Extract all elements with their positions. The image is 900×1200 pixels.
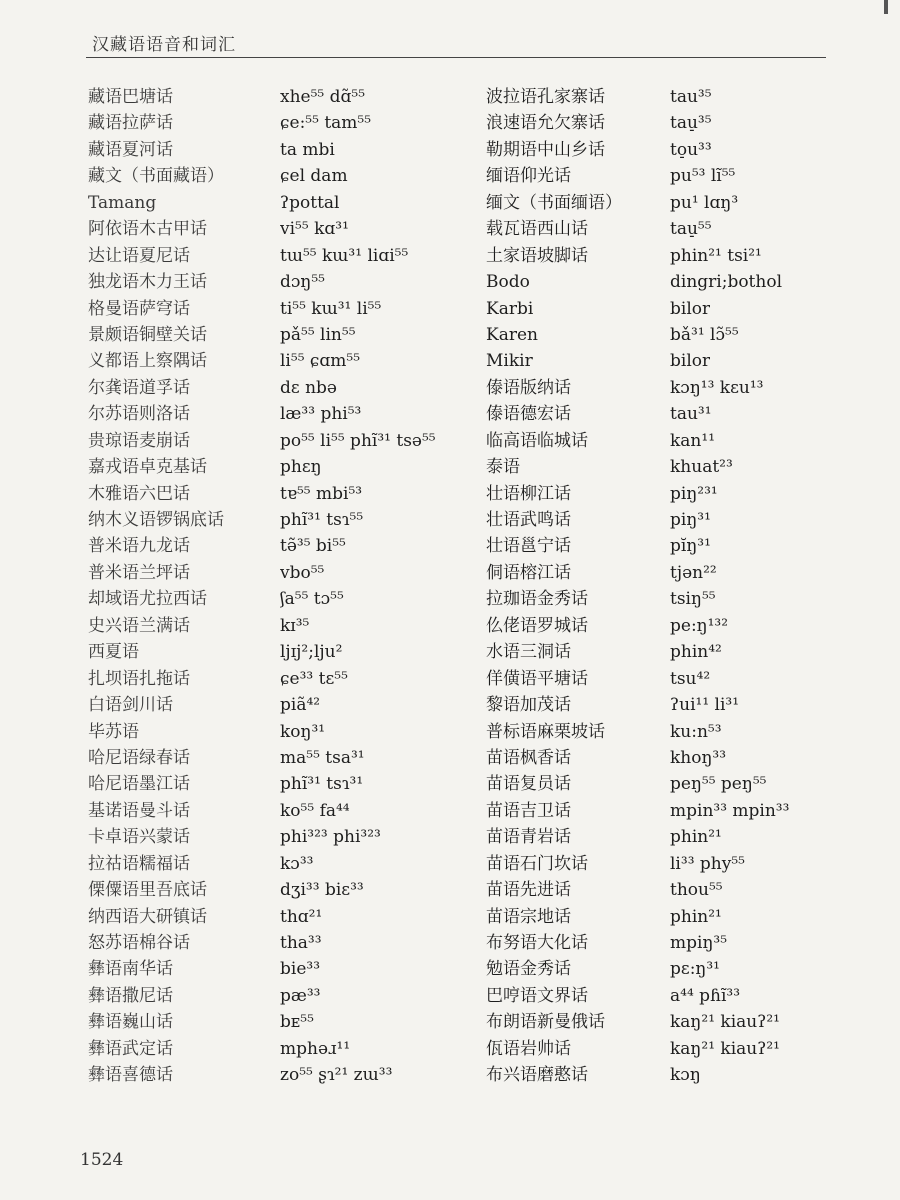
word-form: dingri;bothol	[670, 272, 783, 293]
language-name: 卡卓语兴蒙话	[88, 827, 190, 848]
entry-row	[486, 481, 866, 507]
language-name: 格曼语萨穹话	[88, 298, 190, 319]
word-form: pe:ŋ¹³²	[670, 615, 729, 636]
language-name: 壮语柳江话	[486, 483, 571, 504]
word-form: kɪ³⁵	[280, 615, 310, 636]
language-name: 彝语巍山话	[88, 1012, 173, 1033]
entry-row	[88, 454, 468, 480]
word-form: ljɪj²;lju²	[280, 642, 343, 663]
entry-row	[88, 560, 468, 586]
language-name: 浪速语允欠寨话	[486, 113, 605, 134]
language-name: 却域语尤拉西话	[88, 589, 207, 610]
word-form: pu⁵³ lĩ⁵⁵	[670, 166, 736, 187]
word-form: phin²¹ tsi²¹	[670, 245, 762, 266]
language-name: 傈僳语里吾底话	[88, 880, 207, 901]
language-name: 苗语枫香话	[486, 747, 571, 768]
language-name: 纳木义语锣锅底话	[88, 510, 224, 530]
language-name: 尔龚语道孚话	[88, 377, 190, 398]
language-name: 壮语武鸣话	[486, 510, 571, 530]
language-name: 土家语坡脚话	[486, 245, 588, 266]
entry-row	[486, 771, 866, 797]
entry-row	[88, 692, 468, 718]
language-name: 义都语上察隅话	[88, 351, 207, 372]
word-form: kaŋ²¹ kiauʔ²¹	[670, 1038, 780, 1059]
entry-row	[486, 613, 866, 639]
language-name: 缅文（书面缅语）	[486, 192, 622, 213]
language-name: 扎坝语扎拖话	[88, 668, 190, 689]
language-name: 普米语兰坪话	[88, 562, 190, 583]
entry-row	[88, 613, 468, 639]
entry-row	[486, 428, 866, 454]
word-form: tha³³	[280, 933, 322, 953]
word-form: peŋ⁵⁵ peŋ⁵⁵	[670, 774, 767, 795]
entry-row	[486, 137, 866, 163]
language-name: 白语剑川话	[88, 695, 173, 716]
word-form: koŋ³¹	[280, 721, 326, 742]
entry-row	[486, 798, 866, 824]
entry-row	[486, 692, 866, 718]
language-name: 布朗语新曼俄话	[486, 1012, 605, 1033]
entry-row	[486, 586, 866, 612]
language-name: 苗语青岩话	[486, 827, 571, 848]
word-form: bǎ³¹ lɔ̃⁵⁵	[670, 324, 739, 345]
language-name: 纳西语大研镇话	[88, 906, 207, 927]
entry-row	[88, 666, 468, 692]
word-form: kɔŋ	[670, 1065, 701, 1086]
entry-row	[486, 296, 866, 322]
language-name: 哈尼语绿春话	[88, 747, 190, 768]
word-form: tsiŋ⁵⁵	[670, 589, 716, 610]
word-form: kaŋ²¹ kiauʔ²¹	[670, 1012, 780, 1033]
entry-row	[486, 877, 866, 903]
language-name: 彝语南华话	[88, 959, 173, 980]
language-name: 藏文（书面藏语）	[88, 166, 224, 187]
word-form: tsu⁴²	[670, 668, 711, 689]
entry-row	[88, 1062, 468, 1088]
word-form: to̠u³³	[670, 139, 712, 160]
word-form: po⁵⁵ li⁵⁵ phĩ³¹ tsə⁵⁵	[280, 430, 436, 451]
word-form: tau³¹	[670, 404, 712, 425]
right-column	[486, 84, 866, 1089]
entry-row	[88, 904, 468, 930]
word-form: ma⁵⁵ tsa³¹	[280, 747, 365, 768]
language-name: 毕苏语	[88, 721, 139, 742]
entry-row	[486, 243, 866, 269]
word-form: piŋ³¹	[670, 510, 711, 530]
entry-row	[88, 533, 468, 559]
running-header: 汉藏语语音和词汇	[92, 35, 236, 55]
entry-row	[486, 719, 866, 745]
word-form: bilor	[670, 351, 711, 372]
entry-row	[88, 481, 468, 507]
entry-row	[486, 454, 866, 480]
entry-row	[88, 401, 468, 427]
language-name: 拉祜语糯福话	[88, 853, 190, 874]
entry-row	[88, 375, 468, 401]
language-name: 苗语先进话	[486, 880, 571, 901]
entry-row	[486, 560, 866, 586]
language-name: Karbi	[486, 298, 534, 319]
entry-row	[88, 639, 468, 665]
word-form: mpiŋ³⁵	[670, 933, 728, 953]
language-name: 傣语版纳话	[486, 377, 571, 398]
header-rule	[86, 57, 826, 58]
entry-row	[486, 1009, 866, 1035]
word-form: vi⁵⁵ kɑ³¹	[280, 219, 349, 240]
entry-row	[88, 798, 468, 824]
language-name: 苗语复员话	[486, 774, 571, 795]
word-form: phin²¹	[670, 827, 722, 848]
word-form: tɯ⁵⁵ kɯ³¹ liɑi⁵⁵	[280, 245, 409, 266]
word-form: kɔ³³	[280, 853, 314, 874]
word-form: læ³³ phi⁵³	[280, 404, 362, 425]
word-form: pǎ⁵⁵ lin⁵⁵	[280, 324, 356, 345]
language-name: 水语三洞话	[486, 642, 571, 663]
word-form: li⁵⁵ ɕɑm⁵⁵	[280, 351, 361, 372]
entry-row	[486, 666, 866, 692]
word-form: phĩ³¹ tsɿ⁵⁵	[280, 510, 364, 530]
language-name: 佤语岩帅话	[486, 1038, 571, 1059]
entry-row	[486, 956, 866, 982]
page-edge-mark	[884, 0, 888, 14]
word-form: piã⁴²	[280, 695, 321, 716]
language-name: 藏语夏河话	[88, 139, 173, 160]
left-column	[88, 84, 468, 1089]
word-form: dɔŋ⁵⁵	[280, 272, 325, 293]
word-form: ʃa⁵⁵ tɔ⁵⁵	[280, 589, 344, 610]
word-form: thɑ²¹	[280, 906, 323, 927]
word-form: ku:n⁵³	[670, 721, 722, 742]
word-form: piŋ²³¹	[670, 483, 718, 504]
entry-row	[486, 348, 866, 374]
word-form: phĩ³¹ tsɿ³¹	[280, 774, 364, 795]
word-form: vbo⁵⁵	[280, 562, 325, 583]
language-name: 景颇语铜壁关话	[88, 324, 207, 345]
word-form: ɕel dam	[280, 166, 348, 187]
word-form: ta mbi	[280, 139, 335, 160]
entry-row	[88, 428, 468, 454]
language-name: 布努语大化话	[486, 933, 588, 953]
entry-row	[88, 163, 468, 189]
language-name: 泰语	[486, 457, 520, 478]
entry-row	[88, 824, 468, 850]
entry-row	[486, 375, 866, 401]
word-form: phi³²³ phi³²³	[280, 827, 381, 848]
entry-row	[88, 269, 468, 295]
language-name: 木雅语六巴话	[88, 483, 190, 504]
language-name: 阿依语木古甲话	[88, 219, 207, 240]
entry-row	[88, 190, 468, 216]
word-form: ti⁵⁵ kɯ³¹ li⁵⁵	[280, 298, 382, 319]
language-name: 勒期语中山乡话	[486, 139, 605, 160]
language-name: 仫佬语罗城话	[486, 615, 588, 636]
entry-row	[88, 930, 468, 956]
word-form: phin⁴²	[670, 642, 722, 663]
language-name: 嘉戎语卓克基话	[88, 457, 207, 478]
entry-row	[88, 851, 468, 877]
entry-row	[486, 533, 866, 559]
entry-row	[88, 348, 468, 374]
language-name: 苗语宗地话	[486, 906, 571, 927]
entry-row	[486, 216, 866, 242]
entry-row	[88, 243, 468, 269]
entry-row	[88, 110, 468, 136]
word-form: dɛ nbə	[280, 377, 337, 398]
word-form: ʔpottal	[280, 192, 340, 213]
language-name: 巴哼语文界话	[486, 985, 588, 1006]
word-form: tə̃³⁵ bi⁵⁵	[280, 536, 346, 557]
word-form: pæ³³	[280, 985, 321, 1006]
language-name: 普米语九龙话	[88, 536, 190, 557]
word-form: bie³³	[280, 959, 321, 980]
entry-row	[486, 639, 866, 665]
entry-row	[88, 322, 468, 348]
word-form: ko⁵⁵ fa⁴⁴	[280, 800, 350, 821]
language-name: Mikir	[486, 351, 533, 372]
word-form: pu¹ lɑŋ³	[670, 192, 739, 213]
language-name: 缅语仰光话	[486, 166, 571, 187]
language-name: 史兴语兰满话	[88, 615, 190, 636]
language-name: 彝语喜德话	[88, 1065, 173, 1086]
word-form: tɐ⁵⁵ mbi⁵³	[280, 483, 363, 504]
word-form: mphəɹ¹¹	[280, 1038, 351, 1059]
language-name: 普标语麻栗坡话	[486, 721, 605, 742]
language-name: 临高语临城话	[486, 430, 588, 451]
entry-row	[486, 401, 866, 427]
language-name: 藏语巴塘话	[88, 87, 173, 107]
language-name: 侗语榕江话	[486, 562, 571, 583]
entry-row	[88, 84, 468, 110]
entry-row	[486, 84, 866, 110]
language-name: Bodo	[486, 272, 530, 293]
language-name: 布兴语磨憨话	[486, 1065, 588, 1086]
language-name: Tamang	[88, 192, 157, 213]
entry-row	[88, 745, 468, 771]
word-form: li³³ phy⁵⁵	[670, 853, 745, 874]
entry-row	[486, 110, 866, 136]
word-form: thou⁵⁵	[670, 880, 723, 901]
language-name: 彝语撒尼话	[88, 985, 173, 1006]
language-name: 苗语吉卫话	[486, 800, 571, 821]
entry-row	[88, 507, 468, 533]
entry-row	[486, 745, 866, 771]
language-name: 藏语拉萨话	[88, 113, 173, 134]
word-form: a⁴⁴ pɦĩ³³	[670, 985, 741, 1006]
entry-row	[486, 507, 866, 533]
language-name: 怒苏语棉谷话	[88, 933, 190, 953]
word-form: pĭŋ³¹	[670, 536, 711, 557]
entry-row	[486, 904, 866, 930]
word-form: dʒi³³ biɛ³³	[280, 880, 364, 901]
entry-row	[88, 956, 468, 982]
entry-row	[486, 190, 866, 216]
word-form: khuat²³	[670, 457, 733, 478]
word-form: zo⁵⁵ ʂɿ²¹ zɯ³³	[280, 1065, 393, 1086]
word-form: bᴇ⁵⁵	[280, 1012, 314, 1033]
word-form: ɕe:⁵⁵ tam⁵⁵	[280, 113, 372, 134]
entry-row	[486, 269, 866, 295]
entry-row	[88, 1009, 468, 1035]
word-form: tau̠³⁵	[670, 113, 712, 134]
entry-row	[88, 296, 468, 322]
word-form: phɛŋ	[280, 457, 322, 478]
page-number: 1524	[80, 1150, 124, 1170]
entry-row	[88, 137, 468, 163]
language-name: Karen	[486, 324, 538, 345]
entry-row	[486, 824, 866, 850]
entry-row	[486, 1036, 866, 1062]
word-form: khoŋ³³	[670, 747, 727, 768]
word-form: tau³⁵	[670, 87, 712, 107]
entry-row	[88, 586, 468, 612]
language-name: 拉珈语金秀话	[486, 589, 588, 610]
entry-row	[486, 930, 866, 956]
language-name: 勉语金秀话	[486, 959, 571, 980]
entry-row	[486, 322, 866, 348]
language-name: 贵琼语麦崩话	[88, 430, 190, 451]
word-form: mpin³³ mpin³³	[670, 800, 790, 821]
word-form: xhe⁵⁵ dɑ̃⁵⁵	[280, 87, 366, 107]
language-name: 壮语邕宁话	[486, 536, 571, 557]
entry-row	[486, 1062, 866, 1088]
entry-row	[88, 216, 468, 242]
entry-row	[88, 771, 468, 797]
language-name: 傣语德宏话	[486, 404, 571, 425]
language-name: 西夏语	[88, 642, 139, 663]
word-form: tau̠⁵⁵	[670, 219, 712, 240]
word-form: kɔŋ¹³ kɛu¹³	[670, 377, 764, 398]
entry-row	[88, 719, 468, 745]
word-form: phin²¹	[670, 906, 722, 927]
language-name: 尔苏语则洛话	[88, 404, 190, 425]
language-name: 波拉语孔家寨话	[486, 87, 605, 107]
entry-row	[88, 983, 468, 1009]
word-form: tjən²²	[670, 562, 717, 583]
word-form: ʔui¹¹ li³¹	[670, 695, 740, 716]
entry-row	[88, 1036, 468, 1062]
language-name: 哈尼语墨江话	[88, 774, 190, 795]
language-name: 载瓦语西山话	[486, 219, 588, 240]
word-form: kan¹¹	[670, 430, 716, 451]
language-name: 黎语加茂话	[486, 695, 571, 716]
word-form: pɛ:ŋ³¹	[670, 959, 720, 980]
language-name: 达让语夏尼话	[88, 245, 190, 266]
word-form: bilor	[670, 298, 711, 319]
language-name: 彝语武定话	[88, 1038, 173, 1059]
entry-row	[88, 877, 468, 903]
language-name: 佯僙语平塘话	[486, 668, 588, 689]
word-form: ɕe³³ tɛ⁵⁵	[280, 668, 348, 689]
language-name: 独龙语木力王话	[88, 272, 207, 293]
entry-row	[486, 851, 866, 877]
entry-row	[486, 163, 866, 189]
entry-row	[486, 983, 866, 1009]
language-name: 苗语石门坎话	[486, 853, 588, 874]
language-name: 基诺语曼斗话	[88, 800, 190, 821]
